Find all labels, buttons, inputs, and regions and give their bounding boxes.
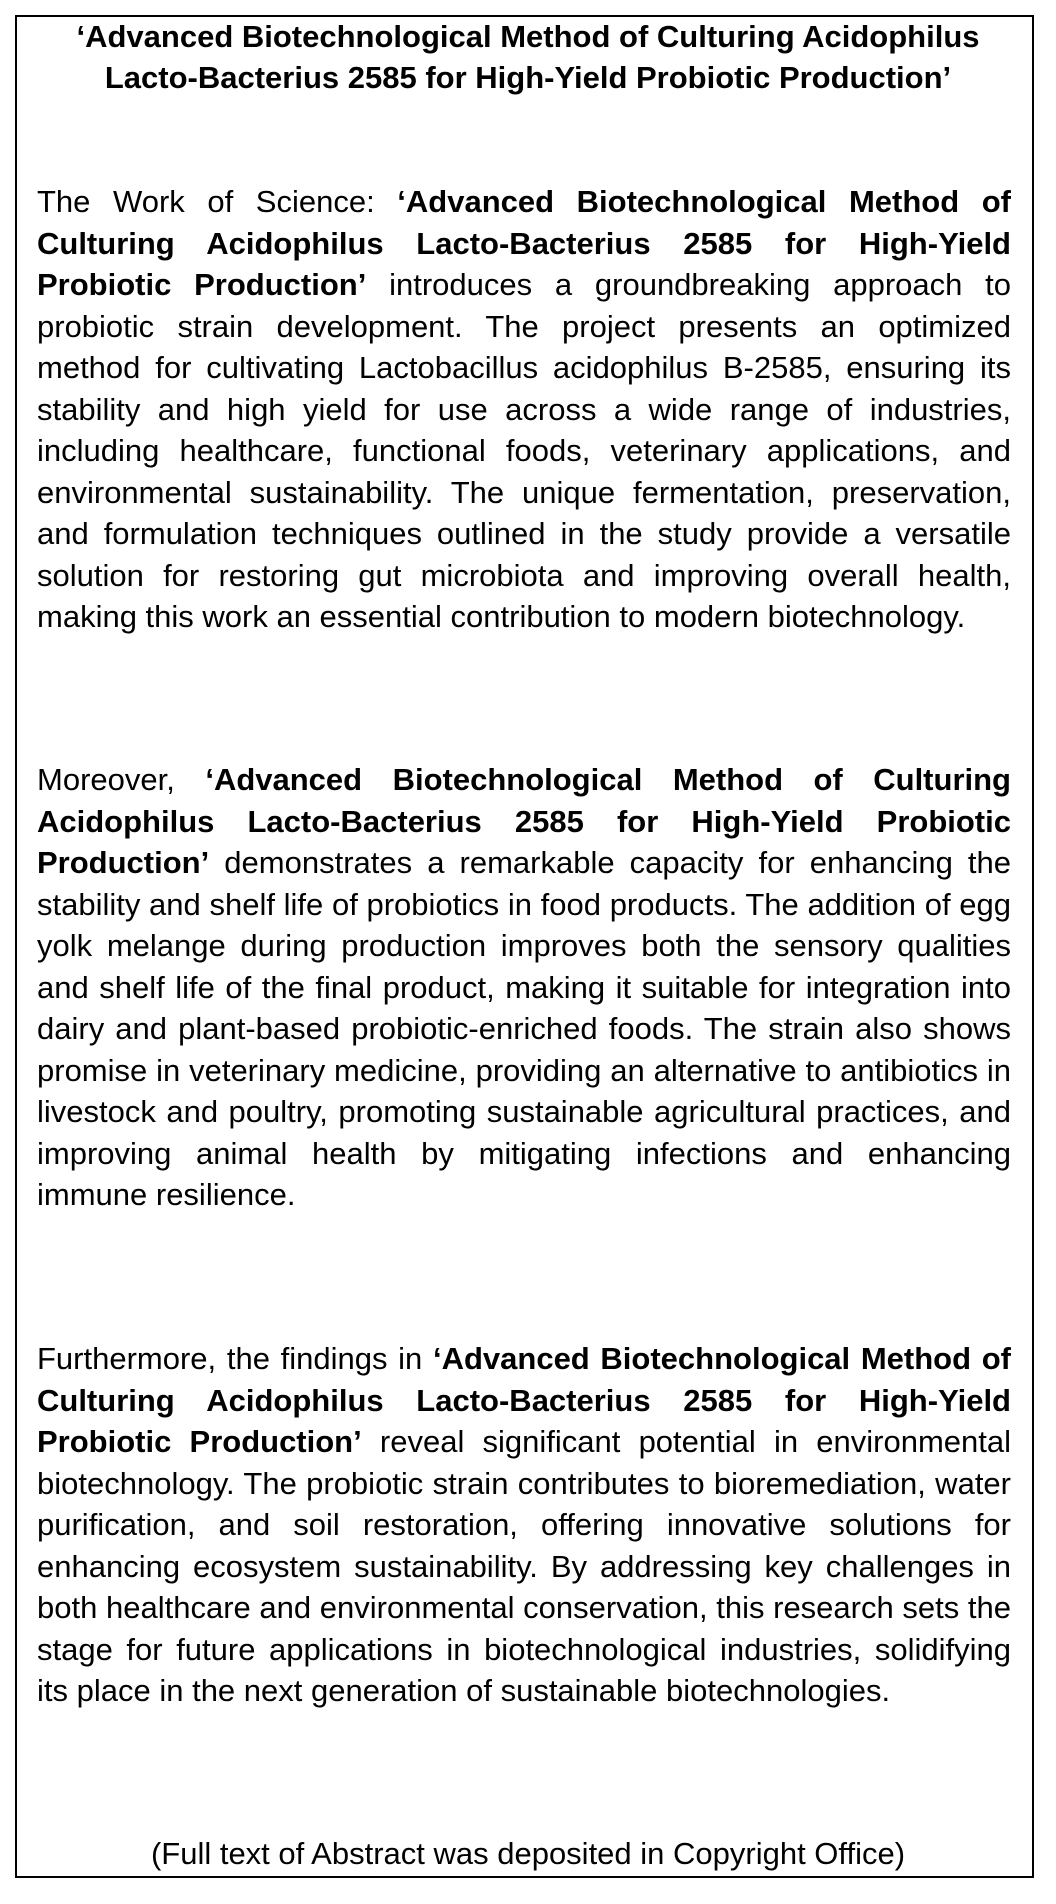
paragraph-body: demonstrates a remarkable capacity for enhancing the stability and shelf life of probiotics in food products. The addition of egg yolk melange during production improves both the sensory qualities and shelf life of the final product, making it suitable for integration into dairy and plant-based probiotic-enriched foods. The strain also shows promise in veterinary medicine, providing an alternative to antibiotics in livestock and poultry, promoting sustainable agricultural practices, and improving animal health by mitigating infections and enhancing immune resilience. — [37, 845, 1011, 1212]
paragraph-body: reveal significant potential in environmental biotechnology. The probiotic strain contributes to bioremediation, water purification, and soil restoration, offering innovative solutions for enhancing ecosystem sustainability. By addressing key challenges in both healthcare and environmental conservation, this research sets the stage for future applications in biotechnological industries, solidifying its place in the next generation of sustainable biotechnologies. — [37, 1424, 1011, 1708]
paragraph-title-emphasis: ‘Advanced Biotechnological Method of Culturing Acidophilus Lacto-Bacterius 2585 for High-Yield Probiotic Production’ — [37, 184, 1011, 302]
paragraph-lead: Furthermore, the findings in — [37, 1341, 433, 1376]
paragraph-lead: The Work of Science: — [37, 184, 398, 219]
abstract-paragraph-3 — [37, 1338, 1011, 1712]
paragraph-body: introduces a groundbreaking approach to probiotic strain development. The project presents an optimized method for cultivating Lactobacillus acidophilus B-2585, ensuring its stability and high yield for use across a wide range of industries, including healthcare, functional foods, veterinary applications, and environmental sustainability. The unique fermentation, preservation, and formulation techniques outlined in the study provide a versatile solution for restoring gut microbiota and improving overall health, making this work an essential contribution to modern biotechnology. — [37, 267, 1011, 634]
abstract-paragraph-1 — [37, 181, 1011, 638]
paragraph-title-emphasis: ‘Advanced Biotechnological Method of Culturing Acidophilus Lacto-Bacterius 2585 for High-Yield Probiotic Production’ — [37, 762, 1011, 880]
paragraph-lead: Moreover, — [37, 762, 206, 797]
document-title: ‘Advanced Biotechnological Method of Culturing Acidophilus Lacto-Bacterius 2585 for High-Yield Probiotic Production’ — [76, 19, 980, 95]
paragraph-title-emphasis: ‘Advanced Biotechnological Method of Culturing Acidophilus Lacto-Bacterius 2585 for High-Yield Probiotic Production’ — [37, 1341, 1011, 1459]
abstract-paragraph-2 — [37, 759, 1011, 1216]
deposit-note: (Full text of Abstract was deposited in Copyright Office) — [150, 1836, 906, 1871]
